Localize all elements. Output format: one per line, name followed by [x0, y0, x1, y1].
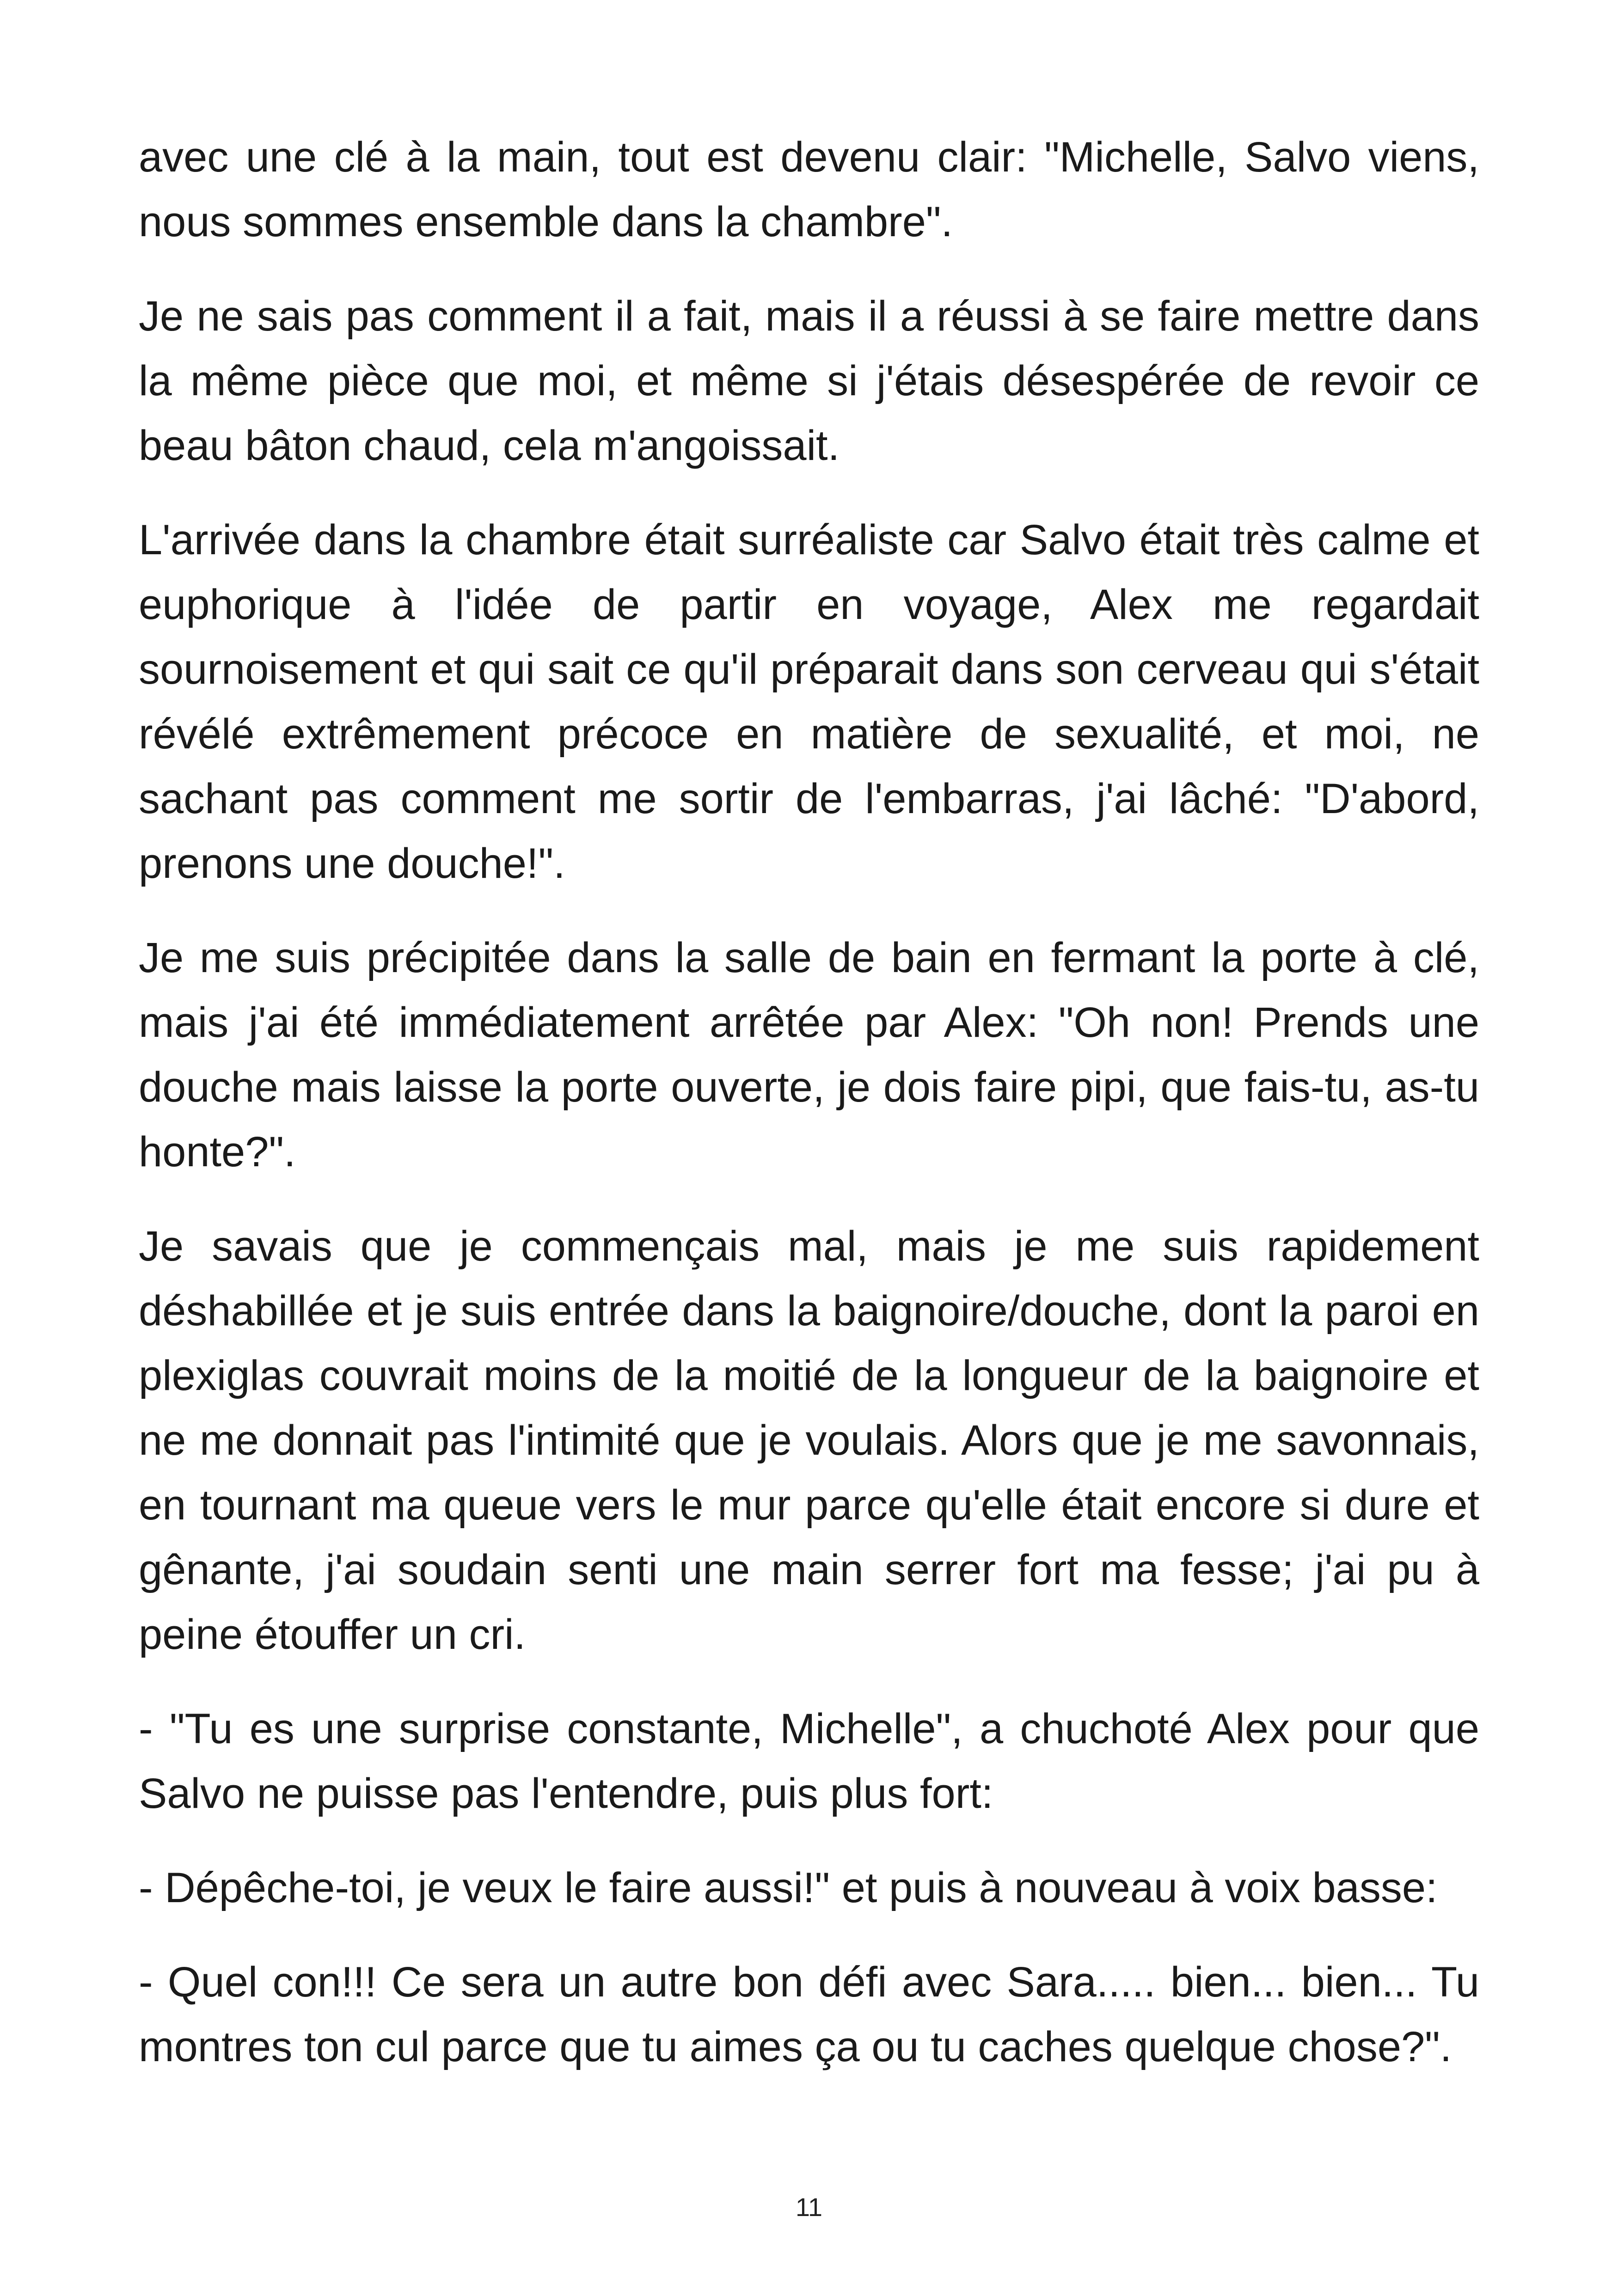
- paragraph-2: Je ne sais pas comment il a fait, mais il a réussi à se faire mettre dans la même pièce que moi, et même si j'étais désespérée de revoir ce beau bâton chaud, cela m'angoissait.: [139, 293, 1479, 469]
- paragraph-3: L'arrivée dans la chambre était surréaliste car Salvo était très calme et euphorique à l'idée de partir en voyage, Alex me regardait sournoisement et qui sait ce qu'il préparait dans son cerveau qui s'était révélé extrêmement précoce en matière de sexualité, et moi, ne sachant pas comment me sortir de l'embarras, j'ai lâché: "D'abord, prenons une douche!".: [139, 516, 1479, 887]
- paragraph-5: Je savais que je commençais mal, mais je me suis rapidement déshabillée et je suis entrée dans la baignoire/douche, dont la paroi en plexiglas couvrait moins de la moitié de la longueur de la baignoire et ne me donnait pas l'intimité que je voulais. Alors que je me savonnais, en tournant ma queue vers le mur parce qu'elle était encore si dure et gênante, j'ai soudain senti une main serrer fort ma fesse; j'ai pu à peine étouffer un cri.: [139, 1223, 1479, 1658]
- paragraph-1: avec une clé à la main, tout est devenu clair: "Michelle, Salvo viens, nous sommes ensemble dans la chambre".: [139, 134, 1479, 245]
- paragraph-6: - "Tu es une surprise constante, Michelle", a chuchoté Alex pour que Salvo ne puisse pas l'entendre, puis plus fort:: [139, 1705, 1479, 1817]
- paragraph-8: - Quel con!!! Ce sera un autre bon défi avec Sara..... bien... bien... Tu montres ton cul parce que tu aimes ça ou tu caches quelque chose?".: [139, 1959, 1479, 2070]
- paragraph-7: - Dépêche-toi, je veux le faire aussi!" et puis à nouveau à voix basse:: [139, 1864, 1438, 1911]
- page-number: 11: [795, 2192, 823, 2222]
- paragraph-4: Je me suis précipitée dans la salle de bain en fermant la porte à clé, mais j'ai été immédiatement arrêtée par Alex: "Oh non! Prends une douche mais laisse la porte ouverte, je dois faire pipi, que fais-tu, as-tu honte?".: [139, 934, 1479, 1176]
- body-text: [139, 125, 1479, 2109]
